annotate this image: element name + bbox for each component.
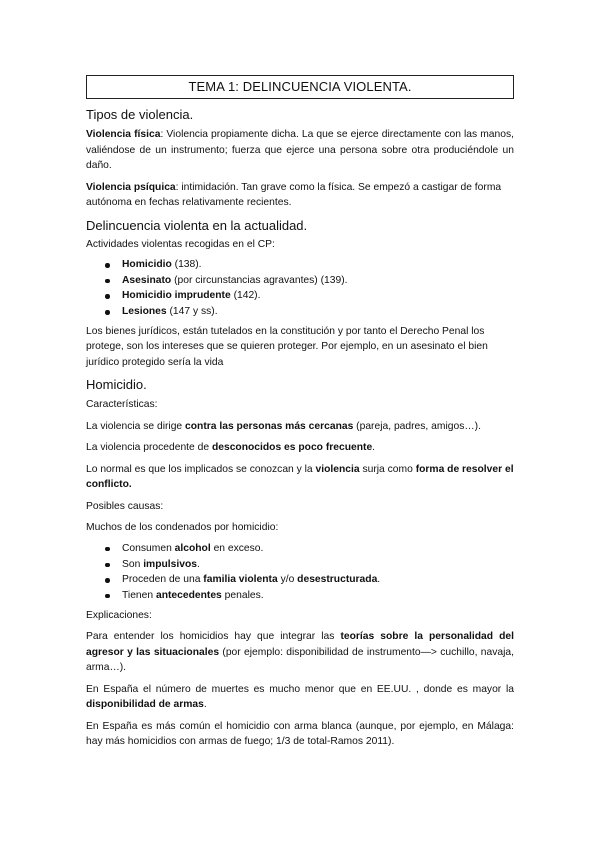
- paragraph-posibles-causas: Posibles causas:: [86, 500, 164, 512]
- list-item: Lesiones (147 y ss).: [86, 304, 514, 320]
- list-item: Consumen alcohol en exceso.: [86, 541, 514, 557]
- list-item: Proceden de una familia violenta y/o desestructurada.: [86, 572, 514, 588]
- paragraph-resolver-conflicto: Lo normal es que los implicados se conozcan y la violencia surja como forma de resolver el conflicto.: [86, 463, 514, 491]
- paragraph-violencia-cercanas: La violencia se dirige contra las personas más cercanas (pareja, padres, amigos…).: [86, 420, 481, 432]
- bullet-icon: [105, 310, 110, 315]
- list-causas: [86, 541, 514, 604]
- list-item: Son impulsivos.: [86, 557, 514, 573]
- paragraph-violencia-psiquica: Violencia psíquica: intimidación. Tan grave como la física. Se empezó a castigar de forma autónoma en fechas relativamente recientes.: [86, 181, 502, 208]
- paragraph-desconocidos: La violencia procedente de desconocidos es poco frecuente.: [86, 442, 376, 454]
- bullet-icon: [105, 547, 110, 552]
- bullet-icon: [105, 279, 110, 284]
- paragraph-espana-eeuu: En España el número de muertes es mucho menor que en EE.UU. , donde es mayor la disponibilidad de armas.: [86, 683, 514, 711]
- list-item: Homicidio imprudente (142).: [86, 288, 514, 304]
- heading-delincuencia-actualidad: Delincuencia violenta en la actualidad.: [86, 217, 308, 233]
- bullet-icon: [105, 294, 110, 299]
- heading-homicidio: Homicidio.: [86, 377, 147, 393]
- bullet-icon: [105, 578, 110, 583]
- bullet-icon: [105, 563, 110, 568]
- term-violencia-fisica: Violencia física: [86, 129, 161, 140]
- document-title: TEMA 1: DELINCUENCIA VIOLENTA.: [86, 75, 514, 99]
- bullet-icon: [105, 263, 110, 268]
- paragraph-caracteristicas: Características:: [86, 399, 158, 411]
- paragraph-actividades-intro: Actividades violentas recogidas en el CP:: [86, 238, 275, 250]
- list-item: Asesinato (por circunstancias agravantes) (139).: [86, 273, 514, 289]
- paragraph-violencia-fisica: Violencia física: Violencia propiamente dicha. La que se ejerce directamente con las manos, valiéndose de un instrumento; fuerza que ejerce una persona sobre otra produciéndole un daño.: [86, 129, 514, 171]
- paragraph-bienes-juridicos: Los bienes jurídicos, están tutelados en la constitución y por tanto el Derecho Penal los protege, son los intereses que se quieren proteger. Por ejemplo, en un asesinato el bien jurídico protegido sería la vida: [86, 325, 488, 368]
- document-page: [86, 75, 514, 750]
- list-item: Tienen antecedentes penales.: [86, 588, 514, 604]
- term-violencia-psiquica: Violencia psíquica: [86, 181, 176, 193]
- list-actividades-violentas: [86, 257, 514, 320]
- paragraph-explicaciones: Explicaciones:: [86, 609, 152, 621]
- paragraph-condenados-intro: Muchos de los condenados por homicidio:: [86, 522, 279, 534]
- paragraph-arma-blanca: En España es más común el homicidio con arma blanca (aunque, por ejemplo, en Málaga: hay más homicidios con armas de fuego; 1/3 de total-Ramos 2011).: [86, 720, 514, 748]
- bullet-icon: [105, 594, 110, 599]
- paragraph-teorias: Para entender los homicidios hay que integrar las teorías sobre la personalidad del agresor y las situacionales (por ejemplo: disponibilidad de instrumento—> cuchillo, navaja, arma…).: [86, 631, 514, 674]
- list-item: Homicidio (138).: [86, 257, 514, 273]
- heading-tipos-violencia: Tipos de violencia.: [86, 107, 194, 122]
